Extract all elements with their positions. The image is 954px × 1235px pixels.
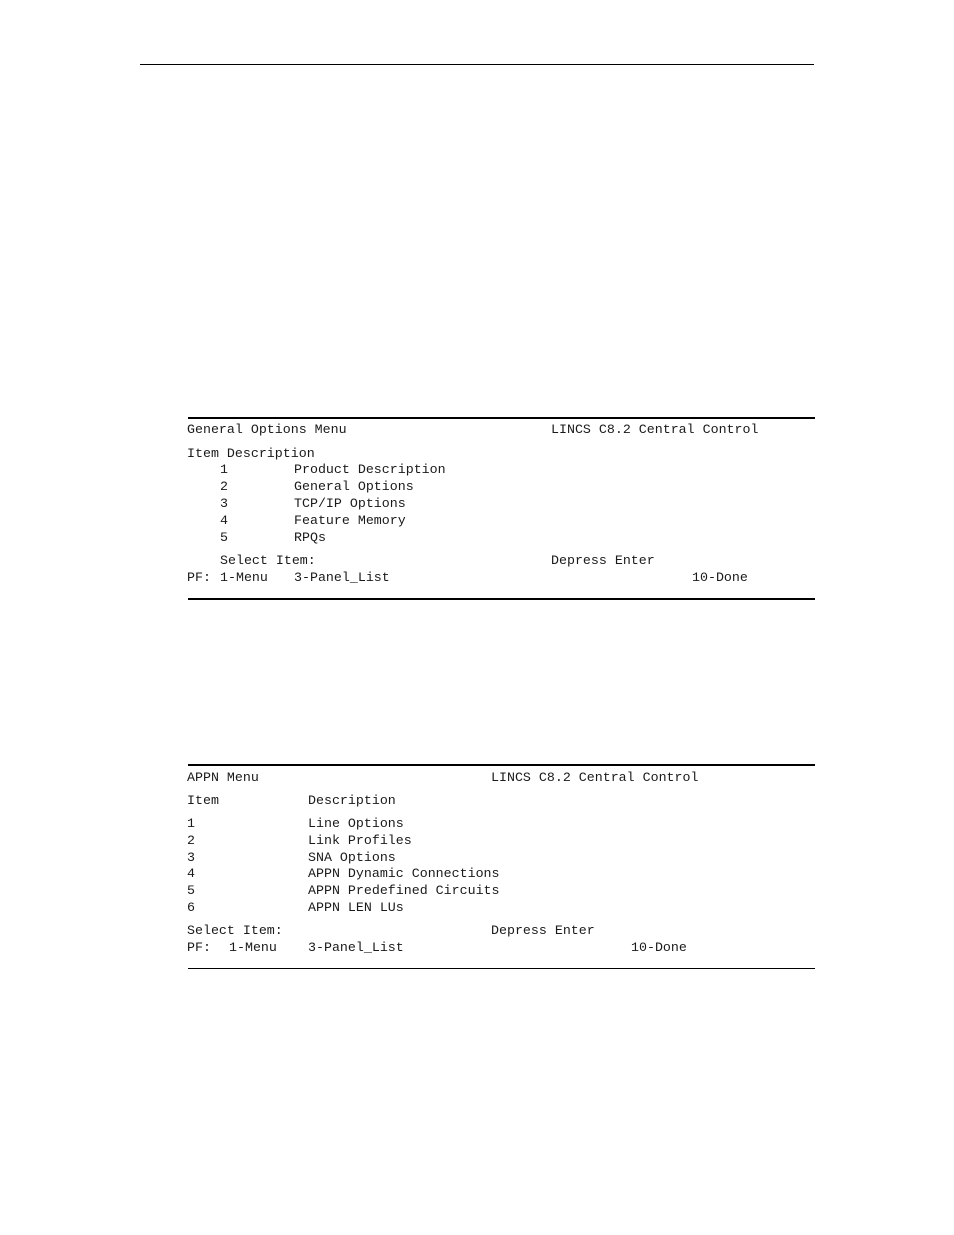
appn-header-item: Item <box>187 793 219 808</box>
general-item-general-options[interactable]: General Options <box>294 479 414 494</box>
appn-item-line-options[interactable]: Line Options <box>308 816 404 831</box>
general-panel-title: General Options Menu <box>187 422 347 437</box>
general-panel-column-header: Item Description <box>187 446 315 461</box>
general-item-number: 2 <box>220 479 228 494</box>
appn-item-number: 4 <box>187 866 195 881</box>
appn-pf-label: PF: <box>187 940 211 955</box>
general-select-item-prompt[interactable]: Select Item: <box>220 553 316 568</box>
general-item-number: 1 <box>220 462 228 477</box>
appn-item-number: 1 <box>187 816 195 831</box>
appn-item-sna-options[interactable]: SNA Options <box>308 850 396 865</box>
appn-select-item-prompt[interactable]: Select Item: <box>187 923 283 938</box>
general-panel-bottom-rule <box>188 598 815 600</box>
general-item-number: 4 <box>220 513 228 528</box>
appn-item-number: 5 <box>187 883 195 898</box>
appn-item-predefined-circuits[interactable]: APPN Predefined Circuits <box>308 883 500 898</box>
general-pf-menu-key[interactable]: 1-Menu <box>220 570 268 585</box>
appn-pf-panel-list-key[interactable]: 3-Panel_List <box>308 940 404 955</box>
appn-item-number: 6 <box>187 900 195 915</box>
general-pf-panel-list-key[interactable]: 3-Panel_List <box>294 570 390 585</box>
appn-pf-menu-key[interactable]: 1-Menu <box>229 940 277 955</box>
general-item-number: 3 <box>220 496 228 511</box>
appn-item-len-lus[interactable]: APPN LEN LUs <box>308 900 404 915</box>
appn-panel-title: APPN Menu <box>187 770 259 785</box>
general-depress-enter-hint: Depress Enter <box>551 553 655 568</box>
appn-panel-system-name: LINCS C8.2 Central Control <box>491 770 699 785</box>
appn-item-number: 2 <box>187 833 195 848</box>
appn-panel-bottom-rule <box>188 968 815 969</box>
general-panel-top-rule <box>188 417 815 419</box>
page-header-rule <box>140 64 814 65</box>
appn-item-dynamic-connections[interactable]: APPN Dynamic Connections <box>308 866 500 881</box>
general-item-number: 5 <box>220 530 228 545</box>
general-item-rpqs[interactable]: RPQs <box>294 530 326 545</box>
appn-item-number: 3 <box>187 850 195 865</box>
appn-panel-top-rule <box>188 764 815 766</box>
general-item-feature-memory[interactable]: Feature Memory <box>294 513 406 528</box>
general-item-tcpip-options[interactable]: TCP/IP Options <box>294 496 406 511</box>
general-pf-label: PF: <box>187 570 211 585</box>
appn-item-link-profiles[interactable]: Link Profiles <box>308 833 412 848</box>
general-pf-done-key[interactable]: 10-Done <box>692 570 748 585</box>
appn-header-description: Description <box>308 793 396 808</box>
general-item-product-description[interactable]: Product Description <box>294 462 446 477</box>
general-panel-system-name: LINCS C8.2 Central Control <box>551 422 759 437</box>
appn-depress-enter-hint: Depress Enter <box>491 923 595 938</box>
appn-pf-done-key[interactable]: 10-Done <box>631 940 687 955</box>
